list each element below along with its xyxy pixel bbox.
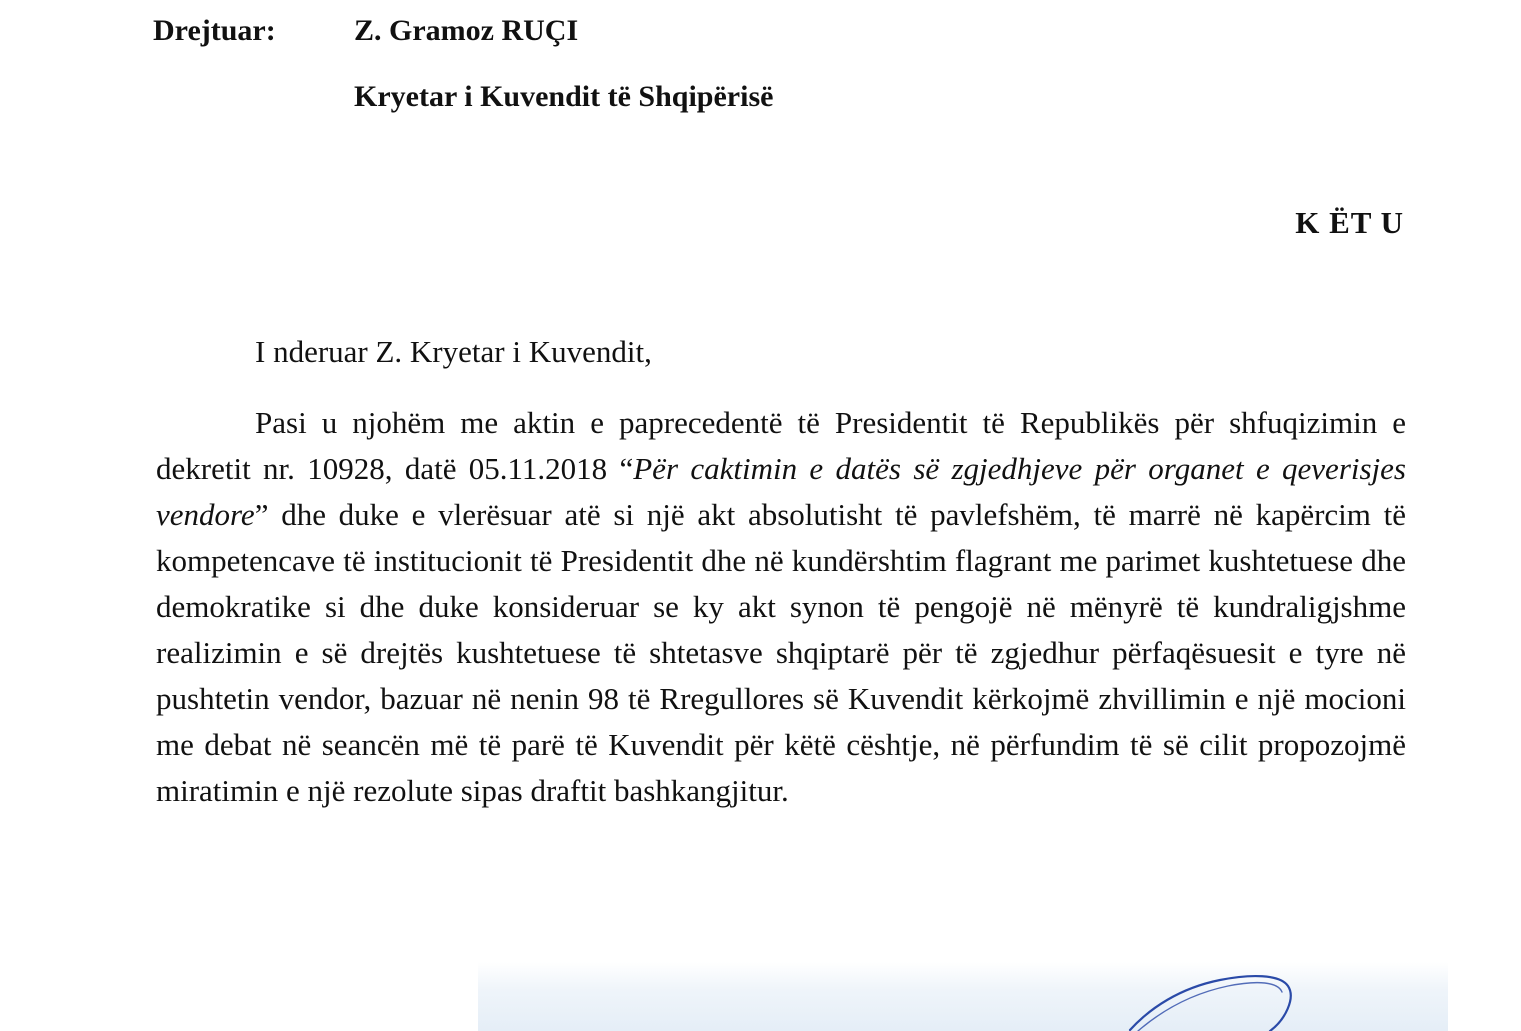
letter-greeting: I nderuar Z. Kryetar i Kuvendit, (255, 334, 652, 369)
paragraph-text-part1: Pasi u njohëm me aktin e paprecedentë të Presidentit të Republikës për shfuqizimin e dekretit nr. 10928, datë 05.11.2018 “ (156, 405, 1406, 486)
handwritten-signature (1120, 968, 1310, 1031)
addressed-to-label: Drejtuar: (153, 14, 276, 47)
paragraph-text-part2: ” dhe duke e vlerësuar atë si një akt absolutisht të pavlefshëm, të marrë në kapërcim të kompetencave të institucionit të Presidentit dhe në kundërshtim flagrant me parimet kushtetuese dhe demokratike si dhe duke konsideruar se ky akt synon të pengojë në mënyrë të kundraligjshme realizimin e së drejtës kushtetuese të shtetasve shqiptarë për të zgjedhur përfaqësuesit e tyre në pushtetin vendor, bazuar në nenin 98 të Rregullores së Kuvendit kërkojmë zhvillimin e një mocioni me debat në seancën më të parë të Kuvendit për këtë cështje, në përfundim të së cilit propozojmë miratimin e një rezolute sipas draftit bashkangjitur. (156, 497, 1406, 808)
recipient-title: Kryetar i Kuvendit të Shqipërisë (354, 80, 774, 113)
letter-body-paragraph (156, 400, 1406, 814)
recipient-name: Z. Gramoz RUÇI (354, 14, 579, 47)
decree-title-italic: Për caktimin e datës së zgjedhjeve për organet e qeverisjes vendore (156, 451, 1406, 532)
location-heading: K ËT U (1295, 205, 1404, 240)
